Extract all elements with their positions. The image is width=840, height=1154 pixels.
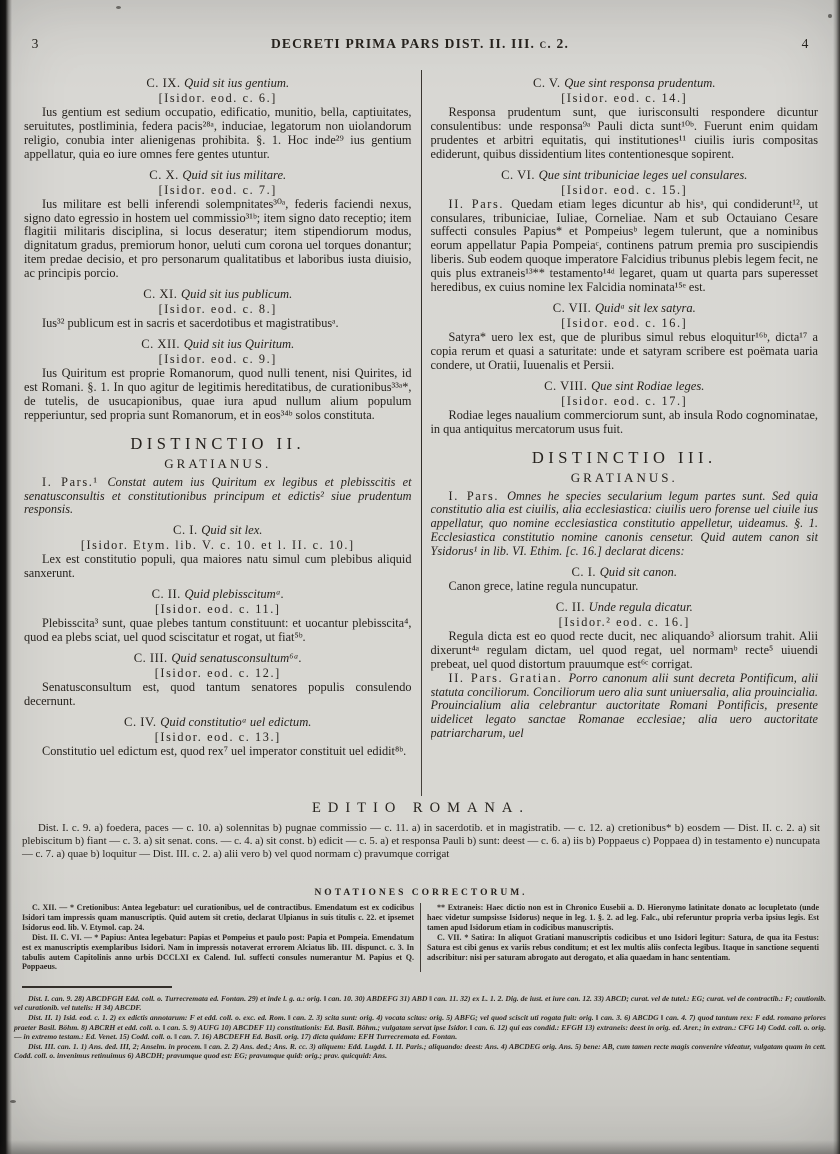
source-citation: [Isidor. eod. c. 6.] [158, 91, 277, 105]
chapter-heading [431, 565, 819, 579]
chapter-title: Quid sit ius gentium. [184, 76, 290, 90]
source-citation: [Isidor. Etym. lib. V. c. 10. et l. II. c. 10.] [80, 538, 355, 553]
pars-paragraph [431, 672, 819, 742]
distinctio-heading: DISTINCTIO III. [531, 447, 717, 467]
body-paragraph: Senatusconsultum est, quod tantum senatores populis consulendo decernunt. [24, 679, 412, 708]
pars-label: II. Pars. [448, 196, 512, 211]
chapter-title: Quid sit canon. [599, 565, 677, 580]
source-citation: [Isidor. eod. c. 8.] [158, 302, 277, 317]
chapter-number: C. XI. [143, 287, 182, 302]
footnote-separator-rule [22, 986, 172, 988]
scan-artifact [828, 14, 832, 18]
body-paragraph: Constitutio uel edictum est, quod rex⁷ uel imperator constituit uel edidit⁸ᵇ. [42, 743, 407, 758]
chapter-heading [431, 600, 819, 614]
source-citation: [Isidor. eod. c. 12.] [154, 665, 281, 680]
chapter-number: C. II. [151, 587, 185, 602]
chapter-heading [24, 76, 412, 90]
footnote-block: Dist. I. can. 9. 28) ABCDFGH Edd. coll. o. Turrecremata ed. Fontan. 29) et inde l. g. a.: orig. ‖ can. 10. 30) ABDEFG 31) ABD ‖ can. 11. 32) ex L. 1. 2. Dig. de iust. et iure can. 12. 33) ABCD; curat. vel de tutel.: EG; curat. vel de contractib.: F; cautionib. vel curationib. vel tutelis: H 34) ABCDF. [14, 994, 826, 1013]
pars-text: Omnes he species secularium legum partes sunt. Sed quia constitutio alia est ciuilis, alia ecclesiastica: ciuilis uero forense uel ciuile ius appellatur, quo nomine ecclesiastica constitutio appelletur, uideamus. §. 1. Ecclesiastica constitutio nomine canonis censetur. Quid autem canon sit Ysidorus¹ in lib. VI. Ethim. [c. 16.] declarat dicens: [430, 488, 818, 559]
body-paragraph: Lex est constitutio populi, qua maiores natu simul cum plebibus aliquid sanxerunt. [24, 552, 412, 581]
pars-text: Quedam etiam leges dicuntur ab hisᵃ, qui condiderunt¹², ut consulares, tribuniciae, Iuliae, Corneliae. Nam et sub Octauiano Cesare suffecti consules Papius* et Pompeiusᵇ legem tulerunt, que a nominibus eorum appellatur Papia Pompeiaᶜ, continens patrum premia pro suscipiendis liberis. Sub eodem quoque imperatore Falcidius tribunus plebis legem fecit, ne quis plus extraneis¹³** testamento¹⁴ᵈ legaret, quam ut quarta pars superesset heredibus, ex cuius nomine lex Falcidia nominata¹⁵ᵉ est. [430, 196, 818, 295]
scan-artifact [116, 6, 121, 9]
chapter-heading [24, 337, 412, 351]
chapter-heading [24, 523, 412, 537]
chapter-heading [24, 168, 412, 182]
chapter-heading [431, 301, 819, 315]
chapter-number: C. I. [571, 565, 600, 580]
chapter-heading [24, 651, 412, 665]
chapter-title: Quid sit ius publicum. [181, 287, 293, 302]
notationes-paragraph: C. XII. — * Cretionibus: Antea legebatur: uel curationibus, uel de contractibus. Emendatum est ex codicibus Isidori tam impressis quam manuscriptis. Quid autem sit cretio, declarat Ulpianus in suis titulis c. 22. et ipsemet Isidorus eod. lib. V. Etymol. cap. 24. [22, 903, 414, 932]
pars-label: I. Pars. [448, 488, 508, 503]
scan-artifact [10, 1100, 16, 1103]
right-column [431, 70, 819, 796]
column-divider-rule [421, 70, 422, 796]
page-number-left: 3 [31, 36, 39, 51]
body-paragraph: Rodiae leges naualium commerciorum sunt, ab insula Rodo cognominatae, in qua antiquitus mercatorum usus fuit. [430, 407, 818, 436]
body-paragraph: Regula dicta est eo quod recte ducit, nec aliquando³ aliorsum trahit. Alii dixerunt⁴ᵃ regulam dictam, uel quod regat, uel normamᵇ recte⁵ uiuendi prebeat, uel quod distortum prauumque est⁶ᶜ corrigat. [430, 628, 818, 671]
chapter-title: Quid plebisscitumᵃ. [184, 587, 284, 602]
chapter-title: Quidᵃ sit lex satyra. [594, 300, 696, 315]
chapter-title: Quid constitutioᵃ uel edictum. [160, 714, 312, 729]
chapter-number: C. IV. [124, 714, 161, 729]
source-citation: [Isidor. eod. c. 17.] [561, 393, 688, 408]
chapter-number: C. VI. [501, 167, 539, 182]
pars-label: II. Pars. Gratian. [448, 670, 569, 685]
footnote-block: Dist. III. can. 1. 1) Ans. ded. III, 2; Anselm. in procem. ‖ can. 2. 2) Ans. ded.; Ans. R. cc. 3) aliquem: Edd. Lugdd. I. II. Paris.; aliquando: deest: Ans. 4) ABCDEG orig. Ans. 5) bene: AB, cum tamen recte magis convenire videatur, vulgatam quam in cett. Codd. coll. o. invenimus retinuimus 6) ABCDH; pravumque quod est: EG; pravumque quid: orig.; prav. quicquid: Ans. [14, 1042, 826, 1061]
pars-paragraph [431, 490, 819, 560]
notationes-heading: NOTATIONES CORRECTORUM. [314, 888, 528, 898]
distinctio-heading: DISTINCTIO II. [130, 433, 306, 453]
chapter-heading [24, 287, 412, 301]
body-paragraph: Ius gentium est sedium occupatio, edificatio, munitio, bella, captiuitates, seruitutes, postliminia, federa pacis²⁸ᵃ, induciae, legatorum non uiolandorum religio, conubia inter alienigenas prohibita. §. 1. Hoc inde²⁹ ius gentium appellatur, quia eo iure omnes fere gentes utuntur. [24, 105, 412, 161]
body-paragraph: Satyra* uero lex est, que de pluribus simul rebus eloquitur¹⁶ᵇ, dicta¹⁷ a copia rerum et quasi a saturitate: unde et satyram scribere est poëmata uaria condere, ut Oratii, Iuuenalis et Persii. [430, 329, 818, 372]
chapter-title: Que sint Rodiae leges. [591, 378, 705, 393]
source-citation: [Isidor. eod. c. 16.] [561, 315, 688, 330]
chapter-heading [24, 715, 412, 729]
left-column [24, 70, 412, 796]
chapter-number: C. I. [173, 523, 202, 538]
page-header [0, 36, 840, 52]
chapter-heading [431, 379, 819, 393]
footnote-block: Dist. II. 1) Isid. eod. c. 1. 2) ex edictis annotarum: F et edd. coll. o. exc. ed. Rom. ‖ can. 2. 3) scita sunt: orig. 4) vocata scitas: orig. 5) ABFG; vel quod sciscit uti rogata fuit: orig. ‖ can. 3. 6) ABCDG ‖ can. 4. 7) quod tantum rex: F edd. romano priores praeter Basil. Böhm. 8) ABCRH et edd. coll. o. ‖ can. 5. 9) AUFG 10) ABCDEF 11) constitutionis: Ed. Basil. Böhm.; vulgatam servat ipse Isidor. ‖ can. 6. 12) qui eas condid.: EFGH 13) extraneis: deest in orig. ed. Arer.; in extran.: CFG 14) Codd. coll. o. orig. — in extremo testam.: Ed. Venet. 15) Codd. coll. o. ‖ can. 7. 16) ABCDEFH Ed. Basil. orig. 17) dicta quidam: EFH Turrecremata ed. Fontan. [14, 1013, 826, 1041]
pars-label: I. Pars.¹ [42, 474, 108, 489]
scan-edge-right [833, 0, 840, 1154]
text-columns [24, 70, 818, 796]
chapter-number: C. II. [555, 599, 589, 614]
chapter-title: Quid sit lex. [201, 523, 263, 538]
pars-text: Constat autem ius Quiritum ex legibus et plebisscitis et senatusconsultis et constitutionibus principum et edictis² siue prudentum responsis. [24, 474, 412, 517]
body-paragraph: Ius³² publicum est in sacris et sacerdotibus et magistratibusᵃ. [42, 316, 339, 331]
body-paragraph: Ius militare est belli inferendi solempnitates³⁰ᵃ, federis faciendi nexus, signo dato egressio in hostem uel commissio³¹ᵇ; item signo dato receptio; item flagitii militaris disciplina, si locus deseratur; item stipendiorum modus, dignitatum gradus, premiorum honor, ueluti cum corona uel torques donantur; item predae decisio, et pro personarum qualitatibus et laboribus iusta diuisio, ac principis porcio. [24, 196, 412, 281]
notationes-divider-rule [420, 903, 421, 972]
notationes-left-column [22, 903, 414, 972]
critical-footnotes [14, 994, 826, 1061]
pars-paragraph [24, 476, 412, 518]
chapter-title: Unde regula dicatur. [588, 599, 693, 614]
chapter-heading [24, 587, 412, 601]
source-citation: [Isidor.² eod. c. 16.] [558, 614, 690, 629]
editio-romana-text: Dist. I. c. 9. a) foedera, paces — c. 10. a) solennitas b) pugnae commissio — c. 11. a) in sacerdotib. et in magistratib. — c. 12. a) cretionibus* b) eosdem — Dist. II. c. 2. a) sit plebiscitum b) fiant — c. 3. a) sit senat. cons. — c. 4. a) sit const. b) edicit — c. 5. a) et responsa Pauli b) sunt: deest — c. 6. a) iis b) Poppaeus c) Poppaea d) in testamento e) nuncupata — c. 7. a) quae b) loquitur — Dist. III. c. 2. a) alii vero b) vel quod normam c) pravumque corrigat [22, 822, 820, 861]
chapter-heading [431, 168, 819, 182]
running-title: DECRETI PRIMA PARS DIST. II. III. c. 2. [270, 36, 570, 51]
source-citation: [Isidor. eod. c. 14.] [561, 91, 688, 105]
chapter-number: C. III. [133, 650, 172, 665]
notationes-paragraph: Dist. II. C. VI. — * Papius: Antea legebatur: Papias et Pompeius et paulo post: Papia et Pompeia. Emendatum est ex manuscriptis exemplaribus Isidori. Nam in impressis notaverat errorem Alciatus lib. III. dispunct. c. 3. In tabulis autem Capitolinis anno urbis DCCLXI ex Calend. Iul. suffecti consules numerantur M. Papius et Q. Poppaeus. [22, 932, 414, 972]
chapter-number: C. XII. [141, 336, 184, 351]
chapter-number: C. VII. [552, 300, 595, 315]
editio-romana-heading: EDITIO ROMANA. [311, 800, 530, 816]
notationes-paragraph: ** Extraneis: Haec dictio non est in Chronico Eusebii a. D. Hieronymo latinitate donato ac locupletato (unde haec videtur sumpsisse Isidorus) neque in leg. 1. §. 2. ad leg. Falc., ubi referuntur propria verba ipsius legis. Est tamen apud Isidorum etiam in codicibus manuscriptis. [427, 903, 819, 932]
source-citation: [Isidor. eod. c. 11.] [154, 602, 281, 617]
chapter-number: C. VIII. [544, 378, 592, 393]
chapter-heading [431, 76, 819, 90]
body-paragraph: Plebisscita³ sunt, quae plebes tantum constituunt: et uocantur plebisscita⁴, quod ea plebs sciat, uel quod sciscitatur et rogat, ut fiat⁵ᵇ. [24, 616, 412, 645]
gratianus-heading: GRATIANUS. [164, 455, 272, 471]
chapter-number: C. V. [532, 76, 565, 90]
body-paragraph: Ius Quiritum est proprie Romanorum, quod nulli tenent, nisi Quirites, id est Romani. §. 1. In quo agitur de legitimis hereditatibus, de curationibus³³ᵃ*, de tutelis, de usucapionibus, quae iura apud nullum alium populum repperiuntur, sed propria sunt Romanorum, et in eos³⁴ᵇ solos constituta. [24, 365, 412, 422]
chapter-title: Que sint tribuniciae leges uel consulares. [538, 167, 748, 182]
chapter-number: C. IX. [146, 76, 185, 90]
page-number-right: 4 [801, 36, 809, 51]
scan-edge-left [0, 0, 12, 1154]
pars-paragraph [431, 198, 819, 295]
body-paragraph: Canon grece, latine regula nuncupatur. [448, 579, 639, 594]
pars-text: Porro canonum alii sunt decreta Pontificum, alii statuta conciliorum. Conciliorum uero alia sunt uniuersalia, alia prouincialia. Prouincialium alia celebrantur auctoritate Romani Pontificis, presente uidelicet legato sanctae Romanae ecclesiae; alia uero auctoritate patriarcharum, uel [430, 670, 818, 741]
source-citation: [Isidor. eod. c. 13.] [154, 729, 281, 744]
source-citation: [Isidor. eod. c. 15.] [561, 182, 688, 197]
notationes-section [22, 888, 820, 972]
notationes-columns [22, 903, 820, 972]
chapter-title: Que sint responsa prudentum. [564, 76, 716, 90]
notationes-paragraph: C. VII. * Satira: In aliquot Gratiani manuscriptis codicibus et uno Isidori legitur: Satura, de qua ita Festus: Satura est cibi genus ex variis rebus conditum; et est lex multis aliis confecta legibus. Itaque in sanctione sequenti adscribitur: nisi per saturam abrogato aut derogato, et alia quaedam in hanc sententiam. [427, 932, 819, 962]
chapter-title: Quid sit ius militare. [182, 167, 287, 182]
editio-romana-section [22, 800, 820, 862]
body-paragraph: Responsa prudentum sunt, que iurisconsulti respondere dicuntur consulentibus: unde responsa⁹ᵃ Pauli dicta sunt¹⁰ᵇ. Fuerunt enim quidam prudentes et arbitri equitatis, qui institutiones¹¹ ciuilis iuris compositas ediderunt, quibus dissidentium lites contentionesque sopirent. [430, 105, 818, 161]
notationes-right-column [427, 903, 819, 972]
chapter-title: Quid senatusconsultum⁶ᵃ. [171, 650, 302, 665]
chapter-title: Quid sit ius Quiritum. [183, 336, 295, 351]
source-citation: [Isidor. eod. c. 7.] [158, 182, 277, 197]
source-citation: [Isidor. eod. c. 9.] [158, 351, 277, 366]
chapter-number: C. X. [149, 167, 183, 182]
scan-edge-bottom [0, 1140, 840, 1154]
gratianus-heading: GRATIANUS. [570, 469, 678, 485]
